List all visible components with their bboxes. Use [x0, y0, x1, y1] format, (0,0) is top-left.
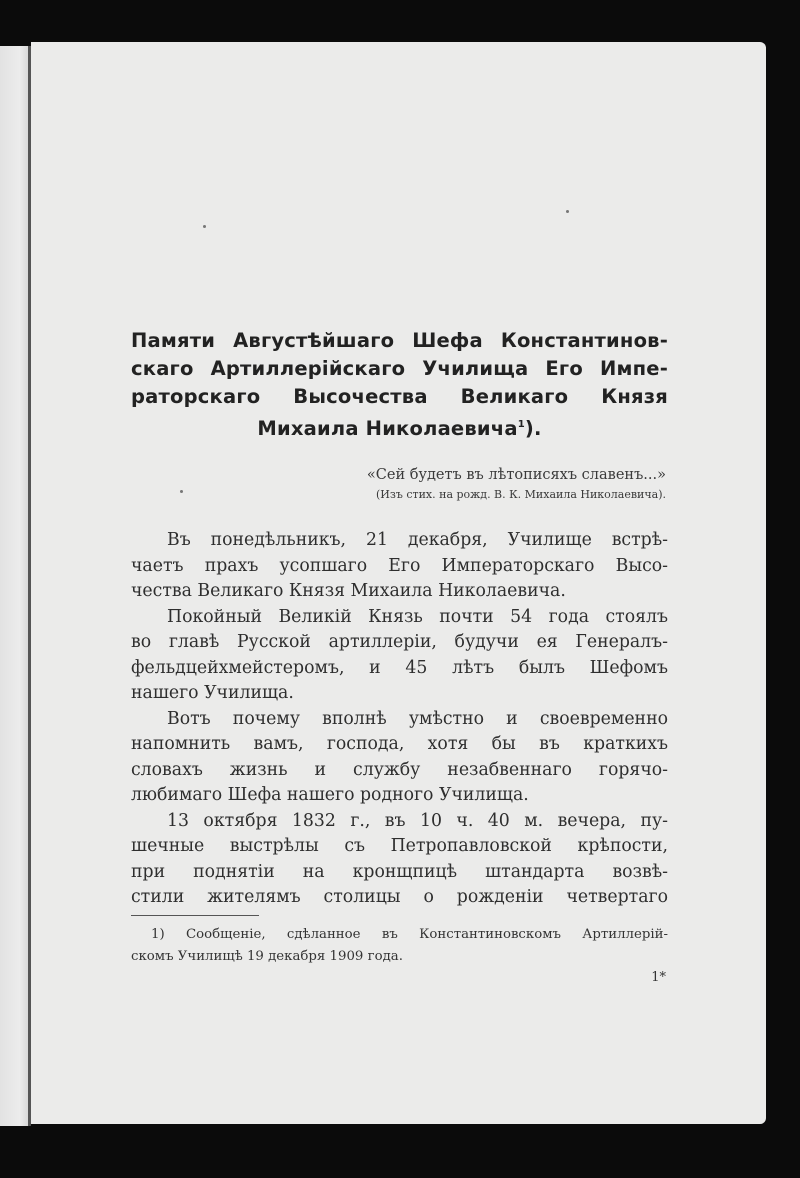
body-text — [131, 528, 668, 911]
body-line: Въ понедѣльникъ, 21 декабря, Училище встрѣ- — [167, 530, 668, 550]
footnote-marker-label: 1) — [151, 927, 165, 942]
footnote — [131, 924, 668, 968]
epigraph-quote: «Сей будетъ въ лѣтописяхъ славенъ...» — [366, 467, 666, 483]
footnote-line: скомъ Училищѣ 19 декабря 1909 года. — [131, 949, 403, 964]
paper-speck — [180, 490, 183, 493]
body-line: напомнить вамъ, господа, хотя бы въ краткихъ — [131, 734, 668, 754]
body-line: при поднятіи на кронщпицѣ штандарта возвѣ- — [131, 861, 668, 882]
body-line: шечные выстрѣлы съ Петропавловской крѣпости, — [131, 836, 668, 856]
facing-page-edge — [0, 46, 28, 1126]
book-page — [31, 42, 766, 1124]
footnote-text: Сообщеніе, сдѣланное въ Константиновскомъ Артиллерій- — [185, 927, 668, 942]
epigraph — [367, 464, 666, 504]
article-title — [131, 327, 668, 443]
title-line: Памяти Августѣйшаго Шефа Константинов- — [131, 329, 668, 352]
body-line: фельдцейхмейстеромъ, и 45 лѣтъ былъ Шефомъ — [131, 657, 668, 678]
paper-speck — [566, 210, 569, 213]
body-line: Покойный Великій Князь почти 54 года стоялъ — [167, 606, 668, 627]
body-line: 13 октября 1832 г., въ 10 ч. 40 м. вечера, пу- — [167, 810, 668, 831]
body-line: стили жителямъ столицы о рожденіи четвертаго — [131, 887, 668, 907]
footnote-divider — [131, 915, 259, 916]
body-line: любимаго Шефа нашего родного Училища. — [131, 785, 529, 805]
title-line: скаго Артиллерійскаго Училища Его Импе- — [131, 357, 668, 380]
body-line: Вотъ почему вполнѣ умѣстно и своевременно — [167, 708, 668, 729]
body-line: словахъ жизнь и службу незабвеннаго горячо- — [131, 759, 668, 780]
body-line: нашего Училища. — [131, 683, 294, 703]
body-line: чества Великаго Князя Михаила Николаевича. — [131, 581, 566, 601]
epigraph-source: (Изъ стих. на рожд. В. К. Михаила Николаевича). — [375, 488, 666, 501]
title-line-final — [131, 411, 668, 443]
footnote-marker[interactable]: 1 — [517, 419, 525, 430]
title-text: Михаила Николаевича — [257, 417, 518, 440]
printer-signature-mark: 1* — [651, 970, 666, 985]
title-end: ). — [524, 417, 542, 440]
footnote-line — [131, 924, 668, 946]
body-line: во главѣ Русской артиллеріи, будучи ея Генералъ- — [131, 632, 668, 652]
paper-speck — [203, 225, 206, 228]
title-line: раторскаго Высочества Великаго Князя — [131, 385, 668, 408]
body-line: чаетъ прахъ усопшаго Его Императорскаго Высо- — [131, 555, 668, 576]
